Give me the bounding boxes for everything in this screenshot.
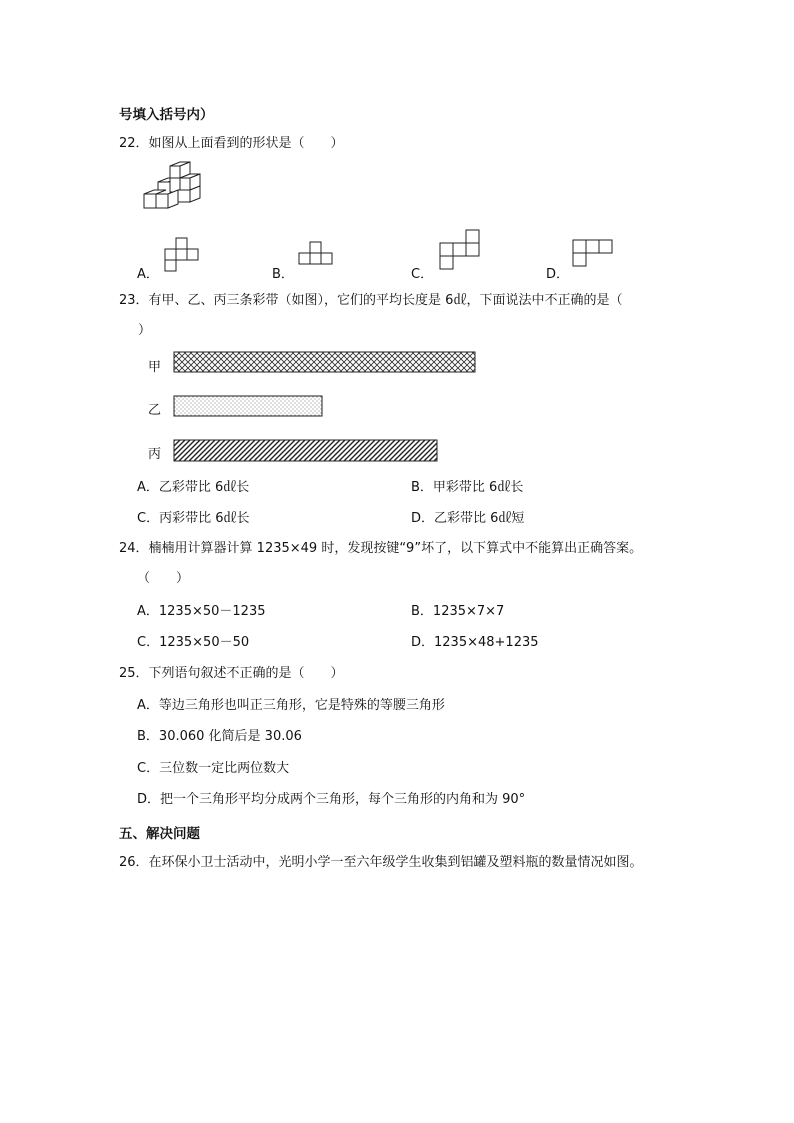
q23-option-a[interactable]: A．乙彩带比 6㎗长 (137, 480, 250, 495)
q26-stem: 26．在环保小卫士活动中，光明小学一至六年级学生收集到铝罐及塑料瓶的数量情况如图。 (119, 855, 643, 870)
q24-stem-cont: （ ） (137, 571, 190, 586)
q23-stem-cont: ） (138, 323, 152, 338)
q25-option-a[interactable]: A．等边三角形也叫正三角形，它是特殊的等腰三角形 (137, 698, 445, 713)
q23-stem: 23．有甲、乙、丙三条彩带（如图），它们的平均长度是 6㎗，下面说法中不正确的是（ (119, 293, 623, 308)
q24-stem: 24．楠楠用计算器计算 1235×49 时，发现按键“9”坏了，以下算式中不能算出正确答案。 (119, 541, 643, 556)
q22-option-b-label[interactable]: B． (272, 267, 294, 282)
q25-stem: 25．下列语句叙述不正确的是（ ） (119, 666, 344, 681)
q22-option-c-label[interactable]: C． (411, 267, 434, 282)
q23-option-b[interactable]: B．甲彩带比 6㎗长 (411, 480, 524, 495)
q24-option-a[interactable]: A．1235×50－1235 (137, 604, 266, 619)
q22-option-c-shape[interactable] (438, 228, 484, 276)
q22-stem: 22．如图从上面看到的形状是（ ） (119, 136, 344, 151)
section-heading-continuation: 号填入括号内） (119, 107, 214, 123)
q23-ribbon-yi (174, 396, 322, 416)
q22-option-b-shape[interactable] (297, 240, 337, 272)
q22-option-a-shape[interactable] (163, 236, 203, 276)
q25-option-c[interactable]: C．三位数一定比两位数大 (137, 761, 290, 776)
q23-option-d[interactable]: D．乙彩带比 6㎗短 (411, 511, 525, 526)
q23-bar-label-jia: 甲 (148, 360, 162, 375)
q22-option-a-label[interactable]: A． (137, 267, 159, 282)
section-5-title: 五、解决问题 (119, 826, 200, 842)
q23-bar-label-bing: 丙 (148, 447, 162, 462)
q22-cube-figure (140, 160, 210, 212)
q22-option-d-label[interactable]: D． (546, 267, 570, 282)
q24-option-d[interactable]: D．1235×48+1235 (411, 635, 539, 650)
q25-option-d[interactable]: D．把一个三角形平均分成两个三角形，每个三角形的内角和为 90° (137, 792, 526, 807)
q23-bar-label-yi: 乙 (148, 403, 162, 418)
q25-option-b[interactable]: B．30.060 化简后是 30.06 (137, 729, 302, 744)
q23-ribbon-bing (174, 440, 437, 461)
q24-option-c[interactable]: C．1235×50－50 (137, 635, 250, 650)
q22-option-d-shape[interactable] (571, 238, 617, 274)
q23-ribbon-figure (170, 350, 480, 466)
q23-ribbon-jia (174, 352, 475, 372)
q24-option-b[interactable]: B．1235×7×7 (411, 604, 505, 619)
q23-option-c[interactable]: C．丙彩带比 6㎗长 (137, 511, 250, 526)
